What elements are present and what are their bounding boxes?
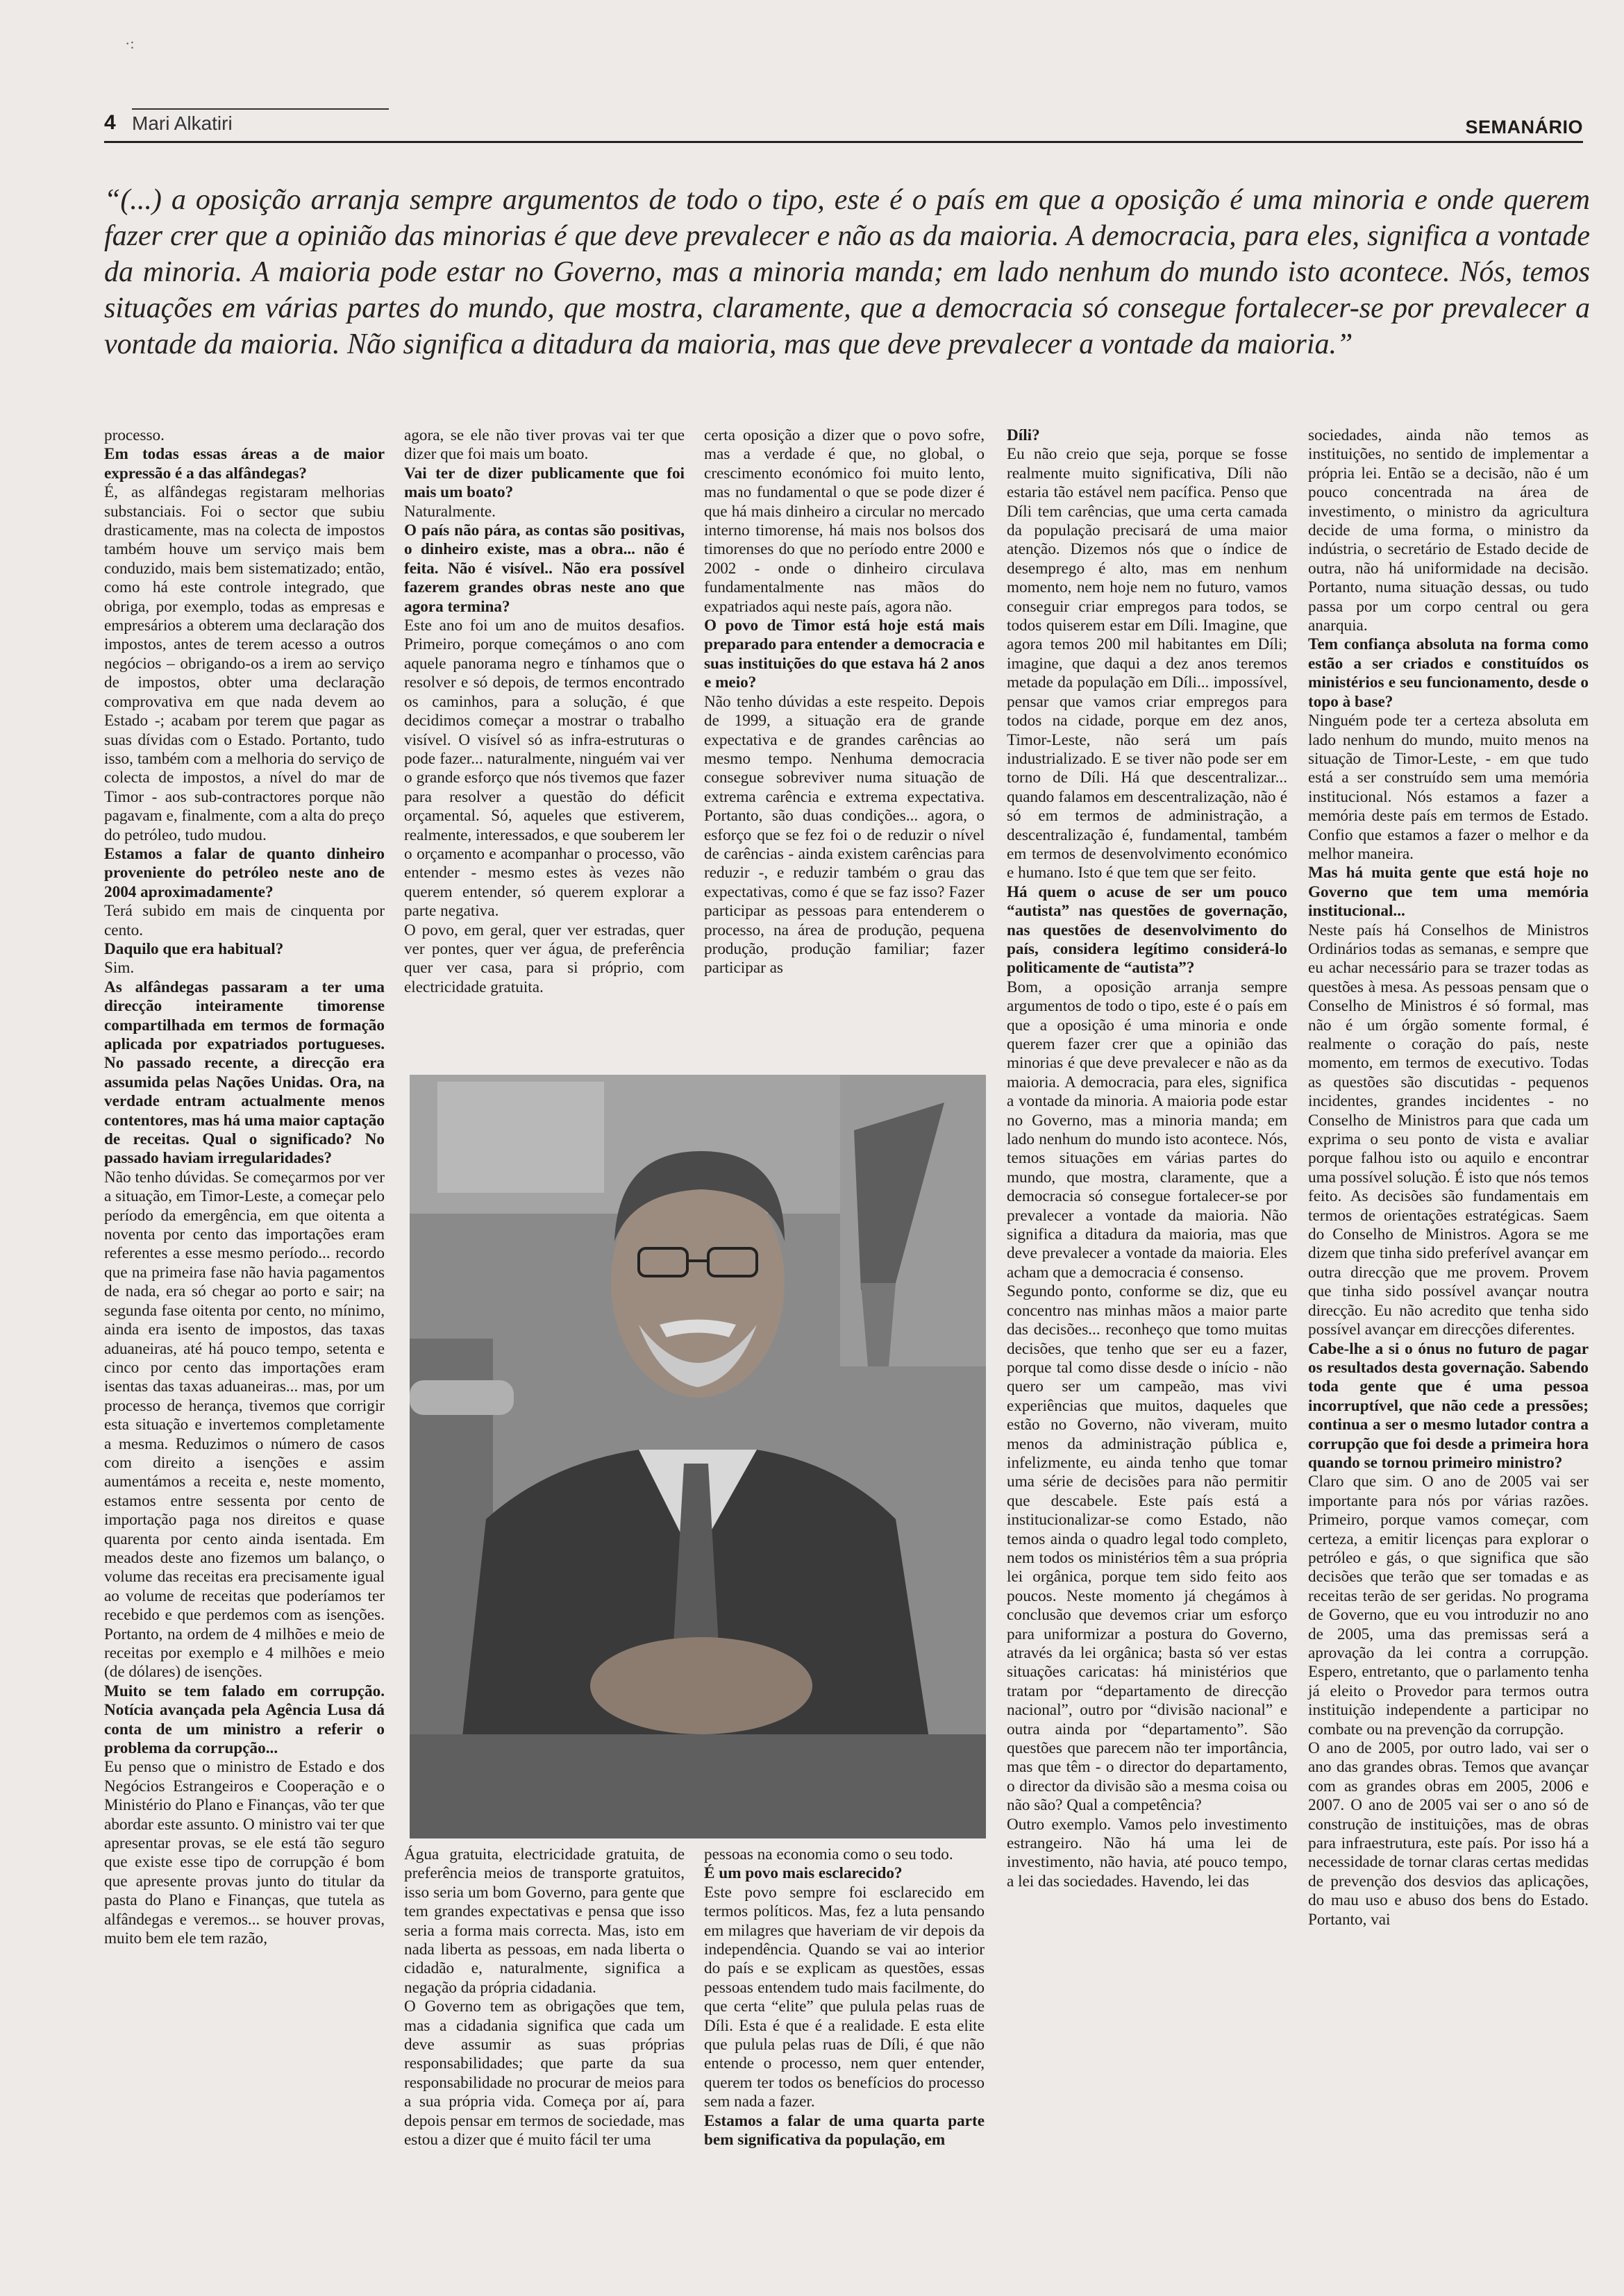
interview-question: Há quem o acuse de ser um pouco “autista” nas questões de governação, nas questões de desenvolvimento do país, considera legítimo considerá-lo politicamente de “autista”? — [1007, 882, 1287, 978]
interview-answer: O ano de 2005, por outro lado, vai ser o ano das grandes obras. Temos que avançar com as grandes obras em 2005, 2006 e 2007. O ano de 2005 vai ser o ano só de construção de instituições, mas de obras para infraestrutura, este país. Por isso há a necessidade de tornar claras certas medidas de prevenção dos desvios das aplicações, do mau uso e abuso dos bens do Estado. Portanto, vai — [1308, 1739, 1589, 1929]
interview-answer: processo. — [104, 426, 165, 444]
page-number: 4 — [104, 111, 116, 134]
scan-speck-mark: ·: — [125, 35, 135, 52]
interview-question: Daquilo que era habitual? — [104, 939, 284, 958]
interview-answer: sociedades, ainda não temos as instituições, no sentido de implementar a própria lei. Então se a decisão, não é um pouco concentrada na área de investimento, o ministro da agricultura decide de uma forma, o ministro da indústria, o secretário de Estado decide de outra, não há uniformidade na decisão. Portanto, numa situação dessas, ou tudo passa por um corpo central ou gera anarquia. — [1308, 426, 1589, 635]
interview-answer: Outro exemplo. Vamos pelo investimento estrangeiro. Não há uma lei de investimento, não havia, até pouco tempo, a lei das sociedades. Havendo, lei das — [1007, 1815, 1287, 1891]
column-2-bottom — [404, 1845, 685, 2150]
interview-answer: Água gratuita, electricidade gratuita, de preferência meios de transporte gratuitos, isso seria um bom Governo, para gente que tem grandes expectativas e pensa que isso seria a forma mais correcta. Mas, isto em nada liberta as pessoas, em nada liberta o cidadão e, naturalmente, significa a negação da própria cidadania. — [404, 1845, 685, 1997]
interview-question: Tem confiança absoluta na forma como estão a ser criados e constituídos os ministérios e seu funcionamento, desde o topo à base? — [1308, 635, 1589, 711]
interview-question: Mas há muita gente que está hoje no Governo que tem uma memória institucional... — [1308, 864, 1589, 921]
interview-answer: Ninguém pode ter a certeza absoluta em lado nenhum do mundo, muito menos na situação de Timor-Leste, - em que tudo está a ser construído sem uma memória institucional. Nós estamos a fazer a memória deste país em termos de Estado. Confio que estamos a fazer o melhor e da melhor maneira. — [1308, 712, 1589, 863]
header-rule — [104, 141, 1583, 143]
column-2-top — [404, 426, 685, 997]
interview-question: Estamos a falar de quanto dinheiro proveniente do petróleo neste ano de 2004 aproximadamente? — [104, 844, 385, 901]
interview-answer: certa oposição a dizer que o povo sofre, mas a verdade é que, no global, o crescimento económico foi muito lento, mas no fundamental o que se pode dizer é que há mais dinheiro a circular no mercado interno timorense, há mais nos bolsos dos timorenses do que no período entre 2000 e 2002 - onde o dinheiro circulava fundamentalmente nas mãos do expatriados aqui neste país, agora não. — [704, 426, 985, 616]
interview-question: As alfândegas passaram a ter uma direcção inteiramente timorense compartilhada em termos de formação aplicada por expatriados portugueses. No passado recente, a direcção era assumida pelas Nações Unidas. Ora, na verdade entram actualmente menos contentores, mas há uma maior captação de receitas. Qual o significado? No passado haviam irregularidades? — [104, 978, 385, 1168]
interview-question: O povo de Timor está hoje está mais preparado para entender a democracia e suas instituições do que estava há 2 anos e meio? — [704, 617, 985, 692]
portrait-illustration — [410, 1075, 986, 1838]
interview-question: Em todas essas áreas a de maior expressão é a das alfândegas? — [104, 445, 385, 483]
interview-answer: Este ano foi um ano de muitos desafios. Primeiro, porque começámos o ano com aquele panorama negro e tínhamos que o resolver e só depois, de termos encontrado os caminhos, para a solução, é que decidimos começar a mostrar o trabalho visível. O visível só as infra-estruturas o pode fazer... naturalmente, ninguém vai ver o grande esforço que nós tivemos que fazer para resolver a questão do déficit orçamental. Só, aqueles que estiverem, realmente, interessados, e que souberem ler o orçamento e acompanhar o processo, vão entender - mesmo estes às vezes não querem entender, só querem explorar a parte negativa. — [404, 617, 685, 921]
interview-answer: Terá subido em mais de cinquenta por cento. — [104, 902, 385, 939]
newspaper-name: SEMANÁRIO — [1465, 117, 1583, 137]
interview-answer: Claro que sim. O ano de 2005 vai ser importante para nós por várias razões. Primeiro, porque vamos começar, com certeza, a emitir licenças para explorar o petróleo e gás, o que significa que são decisões que terão que ser tomadas e as receitas terão de ser geridas. No programa de Governo, que eu vou introduzir no ano de 2005, uma das premissas será a aprovação da lei contra a corrupção. Espero, entretanto, que o parlamento tenha já eleito o Provedor para termos outra instituição independente a participar no combate ou na prevenção da corrupção. — [1308, 1473, 1589, 1738]
interview-answer: Não tenho dúvidas a este respeito. Depois de 1999, a situação era de grande expectativa e de grandes carências ao mesmo tempo. Nenhuma democracia consegue sobreviver numa situação de extrema carência e extrema expectativa. Portanto, são duas condições... agora, o esforço que se fez foi o de reduzir o nível de carências - ainda existem carências para reduzir -, e reduzir também o grau das expectativas, como é que se faz isso? Fazer participar as pessoas para entenderem o processo, na área de produção, pequena produção, produção familiar; fazer participar as — [704, 692, 985, 978]
interview-answer: O povo, em geral, quer ver estradas, quer ver pontes, quer ver água, de preferência quer ver casa, para si próprio, com electricidade gratuita. — [404, 921, 685, 996]
interview-photo — [410, 1075, 986, 1838]
interview-answer: Este povo sempre foi esclarecido em termos políticos. Mas, fez a luta pensando em milagres que haveriam de vir depois da independência. Quando se vai ao interior do país e se explicam as questões, essas pessoas entendem tudo mais facilmente, do que certa “elite” que pulula pelas ruas de Díli. Esta é que é a realidade. E esta elite que pulula pelas ruas de Díli, é que não entende o processo, nem quer entender, querem ter todos os benefícios do processo sem nada a fazer. — [704, 1883, 985, 2111]
interview-question: Cabe-lhe a si o ónus no futuro de pagar os resultados desta governação. Sabendo toda gente que é uma pessoa incorruptível, que não cede a pressões; continua a ser o mesmo lutador contra a corrupção que foi desde a primeira hora quando se tornou primeiro ministro? — [1308, 1339, 1589, 1472]
column-3-top — [704, 426, 985, 978]
column-4 — [1007, 426, 1287, 1891]
interview-question: Estamos a falar de uma quarta parte bem significativa da população, em — [704, 2111, 985, 2150]
section-overline — [132, 108, 389, 110]
interview-answer: É, as alfândegas registaram melhorias substanciais. Foi o sector que subiu drasticamente, mas na colecta de impostos também houve um serviço mais bem conduzido, mais bem sistematizado; então, como há este controle integrado, que obriga, por exemplo, todas as empresas e empresários a obterem uma declaração dos impostos, antes de terem acesso a outros negócios – obrigando-os a irem ao serviço de impostos, obter uma declaração comprovativa em que nada devem ao Estado -; acabam por terem que pagar as suas dívidas com o Estado. Portanto, tudo isso, também com a melhoria do serviço de colecta de impostos, a nível do mar de Timor - aos sub-contractores porque não pagavam e, finalmente, com a alta do preço do petróleo, tudo mudou. — [104, 483, 385, 844]
interview-answer: Eu não creio que seja, porque se fosse realmente muito significativa, Díli não estaria tão estável nem pacífica. Penso que Díli tem carências, que uma certa camada da população precisará de uma maior atenção. Dizemos nós que o índice de desemprego é alto, mas em nenhum momento, nem hoje nem no futuro, vamos conseguir criar empregos para todos, se todos quiserem estar em Díli. Imagine, que agora temos 200 mil habitantes em Díli; imagine, que daqui a dez anos teremos metade da população em Díli... impossível, pensar que vamos criar empregos para todos na cidade, porque em dez anos, Timor-Leste, não será um país industrializado. E se tiver não pode ser em torno de Díli. Há que descentralizar... quando falamos em descentralização, não é só em termos de administração, a descentralização é, fundamental, também em termos de desenvolvimento económico e humano. Isto é que tem que ser feito. — [1007, 445, 1287, 882]
section-title: Mari Alkatiri — [132, 112, 233, 134]
interview-answer: Naturalmente. — [404, 502, 496, 521]
interview-answer: agora, se ele não tiver provas vai ter que dizer que foi mais um boato. — [404, 426, 685, 464]
pull-quote: “(...) a oposição arranja sempre argumentos de todo o tipo, este é o país em que a oposição é uma minoria e onde querem fazer crer que a opinião das minorias é que deve prevalecer e não as da maioria. A democracia, para eles, significa a vontade da minoria. A maioria pode estar no Governo, mas a minoria manda; em lado nenhum do mundo isto acontece. Nós, temos situações em várias partes do mundo, que mostra, claramente, que a democracia só consegue fortalecer-se por prevalecer a vontade da maioria. Não significa a ditadura da maioria, mas que deve prevalecer a vontade da maioria.” — [104, 184, 1590, 360]
column-1 — [104, 426, 385, 1949]
column-3-bottom — [704, 1845, 985, 2150]
interview-question: Muito se tem falado em corrupção. Notícia avançada pela Agência Lusa dá conta de um ministro a referir o problema da corrupção... — [104, 1682, 385, 1758]
interview-answer: Eu penso que o ministro de Estado e dos Negócios Estrangeiros e Cooperação e o Ministério do Plano e Finanças, vão ter que abordar este assunto. O ministro vai ter que apresentar provas, se ele está tão seguro que existe esse tipo de corrupção é bom que apresente provas junto do titular da pasta do Plano e Finanças, que tutela as alfândegas e veremos... se houver provas, muito bem ele tem razão, — [104, 1758, 385, 1948]
interview-answer: pessoas na economia como o seu todo. — [704, 1845, 953, 1863]
interview-answer: Não tenho dúvidas. Se começarmos por ver a situação, em Timor-Leste, a começar pelo período da emergência, em que oitenta a noventa por cento das importações eram referentes a esse mesmo período... recordo que na primeira fase não havia pagamentos de nada, era só chegar ao porto e sair; na segunda fase oitenta por cento, no mínimo, ainda era isento de impostos, das taxas aduaneiras, até há pouco tempo, setenta e cinco por cento das importações eram isentas das taxas aduaneiras... mas, por um processo de herança, tivemos que corrigir esta situação e invertemos completamente a mesma. Reduzimos o número de casos com direito a isenções e assim aumentámos a receita e, neste momento, estamos entre sessenta por cento de importação paga nos direitos e quase quarenta por cento ainda isentada. Em meados deste ano fizemos um balanço, o volume das receitas era precisamente igual ao volume de receitas que poderíamos ter recebido e que perdemos com as isenções. Portanto, na ordem de 4 milhões e meio de receitas por exemplo e 4 milhões e meio (de dólares) de isenções. — [104, 1168, 385, 1682]
interview-question: É um povo mais esclarecido? — [704, 1864, 903, 1883]
interview-question: Vai ter de dizer publicamente que foi mais um boato? — [404, 464, 685, 502]
interview-answer: O Governo tem as obrigações que tem, mas a cidadania significa que cada um deve assumir as suas próprias responsabilidades; que parte da sua responsabilidade no procurar de meios para a sua própria vida. Começa por aí, para depois pensar em termos de sociedade, mas estou a dizer que é muito fácil ter uma — [404, 1997, 685, 2150]
column-5 — [1308, 426, 1589, 1929]
interview-question: O país não pára, as contas são positivas, o dinheiro existe, mas a obra... não é feita. Não é visível.. Não era possível fazerem grandes obras neste ano que agora termina? — [404, 521, 685, 616]
interview-answer: Sim. — [104, 959, 135, 978]
interview-question: Díli? — [1007, 426, 1040, 444]
interview-answer: Bom, a oposição arranja sempre argumentos de todo o tipo, este é o país em que a oposição é uma minoria e onde querem fazer crer que a opinião das minorias é que deve prevalecer e não as da maioria. A democracia, para eles, significa a vontade da minoria. A maioria pode estar no Governo, mas a minoria manda; em lado nenhum do mundo isto acontece. Nós, temos situações em várias partes do mundo, que mostra, claramente, que a democracia só consegue fortalecer-se por prevalecer a vontade da maioria. Não significa a ditadura da maioria, mas que deve prevalecer a vontade da maioria. Eles acham que a democracia é consenso. — [1007, 978, 1287, 1282]
interview-answer: Neste país há Conselhos de Ministros Ordinários todas as semanas, e sempre que eu achar necessário para se trazer todas as questões à mesa. As pessoas pensam que o Conselho de Ministros é só formal, mas não é um órgão somente formal, é realmente o coração do país, neste momento, em termos de executivo. Todas as questões são discutidas - pequenos incidentes, grandes incidentes - no Conselho de Ministros para que cada um exprima o seu ponto de vista e avaliar porque falhou isto ou aquilo e encontrar uma possível solução. É isto que nós temos feito. As decisões são fundamentais em termos de orientações estratégicas. Saem do Conselho de Ministros. Agora se me dizem que tinha sido preferível avançar em outra direcção que me provem. Provem que tinha sido possível avançar noutra direcção. Eu não acredito que tenha sido possível avançar em direcções diferentes. — [1308, 921, 1589, 1339]
interview-answer: Segundo ponto, conforme se diz, que eu concentro nas minhas mãos a maior parte das decisões... reconheço que tomo muitas decisões, que tenho que ser eu a fazer, porque tal como disse desde o início - não quero ser um campeão, mas vivi experiências que muitos, daqueles que estão no Governo, não viveram, muito menos da administração pública e, infelizmente, eu ainda tenho que tomar uma série de decisões para não permitir que descabele. Este país está a institucionalizar-se como Estado, não temos ainda o quadro legal todo completo, nem todos os ministérios têm a sua própria lei orgânica, porque tem sido feito aos poucos. Neste momento já chegámos à conclusão que devemos criar um esforço para uniformizar a postura do Governo, através da lei orgânica; basta só ver estas situações caricatas: há ministérios que tratam por “departamento de direcção nacional”, outro por “divisão nacional” e outra ainda por “departamento”. São questões que parecem não ter importância, mas que têm - o director do departamento, o director da divisão são a mesma coisa ou não são? Qual a competência? — [1007, 1282, 1287, 1815]
